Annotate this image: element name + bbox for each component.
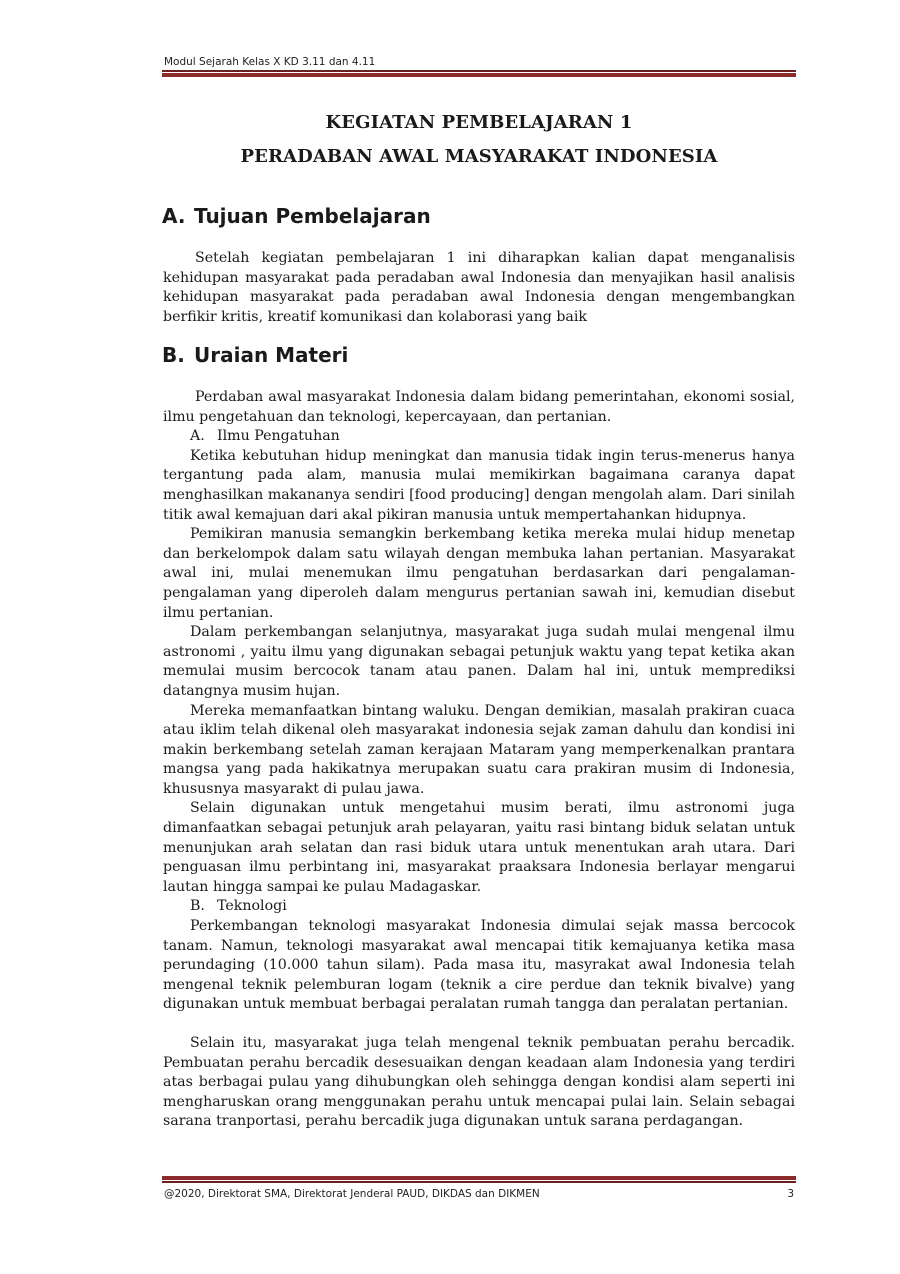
- chapter-title: KEGIATAN PEMBELAJARAN 1: [325, 112, 633, 133]
- subsection-a-letter: A.: [190, 428, 205, 445]
- paragraph-6: Perkembangan teknologi masyarakat Indonesia dimulai sejak massa bercocok tanam. Namun, teknologi masyarakat awal mencapai titik kemajuanya ketika masa perundaging (10.000 tahun silam). Pada masa itu, masyrakat awal Indonesia telah mengenal teknik pelemburan logam (teknik a cire perdue dan teknik bivalve) yang digunakan untuk membuat berbagai peralatan rumah tangga dan peralatan pertanian.: [163, 918, 795, 1013]
- paragraph-2: Pemikiran manusia semangkin berkembang ketika mereka mulai hidup menetap dan berkelompok dalam satu wilayah dengan membuka lahan pertanian. Masyarakat awal ini, mulai menemukan ilmu pengatuhan berdasarkan dari pengalaman-pengalaman yang diperoleh dalam mengurus pertanian sawah ini, kemudian disebut ilmu pertanian.: [163, 526, 795, 621]
- section-b-number: B.: [162, 343, 185, 367]
- paragraph-5: Selain digunakan untuk mengetahui musim berati, ilmu astronomi juga dimanfaatkan sebagai petunjuk arah pelayaran, yaitu rasi bintang biduk selatan untuk menunjukan arah selatan dan rasi biduk utara untuk menentukan arah utara. Dari penguasan ilmu perbintang ini, masyarakat praaksara Indonesia berlayar mengarui lautan hingga sampai ke pulau Madagaskar.: [163, 800, 795, 895]
- section-b-title: Uraian Materi: [194, 343, 349, 367]
- running-header: Modul Sejarah Kelas X KD 3.11 dan 4.11: [164, 56, 376, 68]
- section-b-heading: [162, 343, 348, 367]
- paragraph-4: Mereka memanfaatkan bintang waluku. Dengan demikian, masalah prakiran cuaca atau iklim telah dikenal oleh masyarakat indonesia sejak zaman dahulu dan kondisi ini makin berkembang setelah zaman kerajaan Mataram yang memperkenalkan prantara mangsa yang pada hakikatnya merupakan suatu cara prakiran musim di Indonesia, khususnya masyarakt di pulau jawa.: [163, 702, 795, 797]
- footer-rule-thin: [162, 1181, 796, 1183]
- paragraph-1: Ketika kebutuhan hidup meningkat dan manusia tidak ingin terus-menerus hanya tergantung pada alam, manusia mulai memikirkan bagaimana caranya dapat menghasilkan makananya sendiri [food producing] dengan mengolah alam. Dari sinilah titik awal kemajuan dari akal pikiran manusia untuk mempertahankan hidupnya.: [163, 447, 795, 523]
- header-rule-thick: [162, 73, 796, 77]
- paragraph-3: Dalam perkembangan selanjutnya, masyarakat juga sudah mulai mengenal ilmu astronomi , yaitu ilmu yang digunakan sebagai petunjuk waktu yang tepat ketika akan memulai musim bercocok tanam atau panen. Dalam hal ini, untuk memprediksi datangnya musim hujan.: [163, 624, 795, 699]
- subsection-b-heading: [163, 897, 795, 917]
- chapter-subtitle: PERADABAN AWAL MASYARAKAT INDONESIA: [240, 146, 718, 167]
- page-number: 3: [787, 1188, 794, 1200]
- footer-rule-thick: [162, 1176, 796, 1180]
- section-a-body: [163, 249, 795, 327]
- section-b-body: [163, 388, 795, 1132]
- intro-paragraph: Perdaban awal masyarakat Indonesia dalam bidang pemerintahan, ekonomi sosial, ilmu pengetahuan dan teknologi, kepercayaan, dan pertanian.: [163, 389, 795, 425]
- subsection-b-letter: B.: [190, 898, 205, 915]
- subsection-a-title: Ilmu Pengatuhan: [217, 428, 340, 445]
- footer: [164, 1188, 794, 1200]
- subsection-a-heading: [163, 427, 795, 447]
- footer-credit: @2020, Direktorat SMA, Direktorat Jenderal PAUD, DIKDAS dan DIKMEN: [164, 1188, 540, 1200]
- section-a-number: A.: [162, 204, 186, 228]
- paragraph-7: Selain itu, masyarakat juga telah mengenal teknik pembuatan perahu bercadik. Pembuatan perahu bercadik desesuaikan dengan keadaan alam Indonesia yang terdiri atas berbagai pulau yang dihubungkan oleh sehingga dengan kondisi alam seperti ini mengharuskan orang menggunakan perahu untuk mencapai pulai lain. Selain sebagai sarana tranportasi, perahu bercadik juga digunakan untuk sarana perdagangan.: [163, 1035, 795, 1130]
- objective-paragraph: Setelah kegiatan pembelajaran 1 ini diharapkan kalian dapat menganalisis kehidupan masyarakat pada peradaban awal Indonesia dan menyajikan hasil analisis kehidupan masyarakat pada peradaban awal Indonesia dengan mengembangkan berfikir kritis, kreatif komunikasi dan kolaborasi yang baik: [163, 250, 795, 325]
- subsection-b-title: Teknologi: [217, 898, 287, 915]
- header-rule-thin: [162, 70, 796, 72]
- section-a-heading: [162, 204, 431, 228]
- section-a-title: Tujuan Pembelajaran: [194, 204, 431, 228]
